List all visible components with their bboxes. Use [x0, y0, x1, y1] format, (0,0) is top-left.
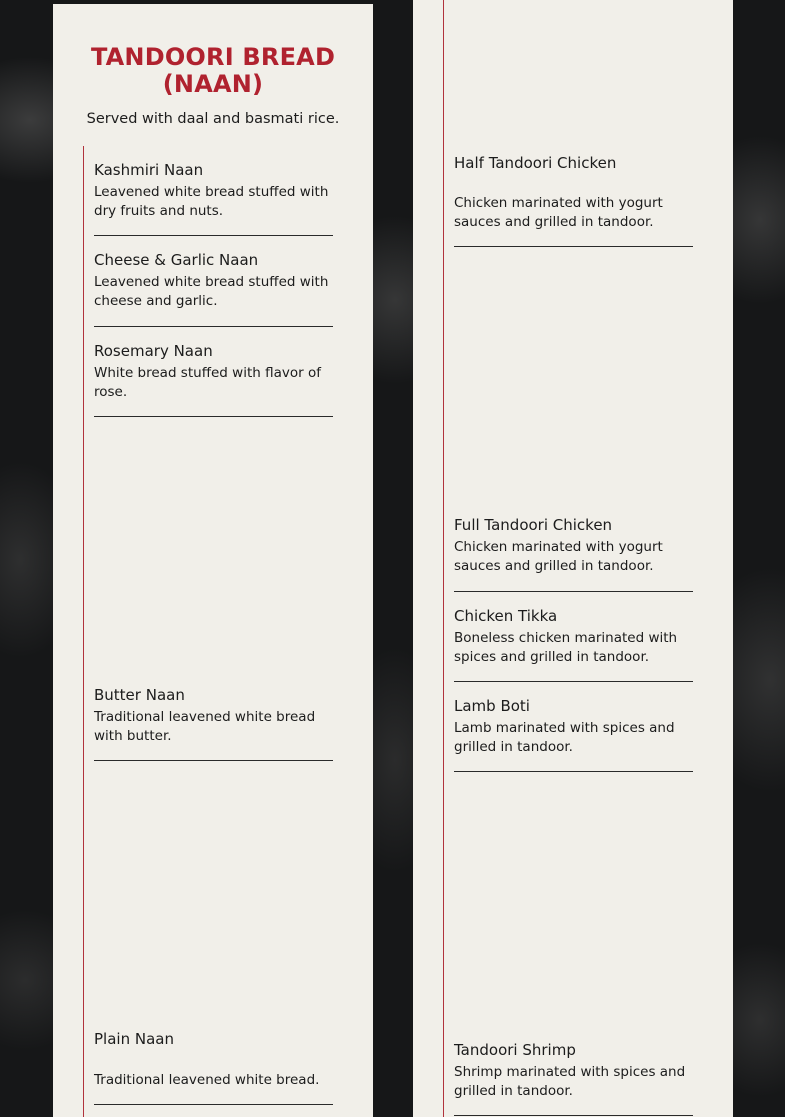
menu-item-name: Chicken Tikka: [454, 607, 558, 625]
accent-divider-line: [443, 0, 444, 1117]
menu-item-description: Chicken marinated with yogurt sauces and grilled in tandoor.: [454, 539, 663, 574]
menu-item-name: Rosemary Naan: [94, 342, 213, 360]
menu-item-description: Traditional leavened white bread with butter.: [94, 709, 316, 744]
menu-panel-naan: [53, 4, 373, 1117]
item-separator: [94, 760, 333, 761]
menu-item-name: Plain Naan: [94, 1030, 174, 1048]
menu-item-description: Boneless chicken marinated with spices and grilled in tandoor.: [454, 630, 678, 665]
menu-item-name: Cheese & Garlic Naan: [94, 251, 259, 269]
section-subtitle: Served with daal and basmati rice.: [86, 111, 340, 127]
menu-item-description: Leavened white bread stuffed with dry fruits and nuts.: [94, 184, 329, 219]
menu-item-cheese-garlic-naan[interactable]: [94, 251, 333, 311]
menu-item-chicken-tikka[interactable]: [454, 607, 693, 667]
section-title: TANDOORI BREAD (NAAN): [90, 43, 336, 98]
item-separator: [454, 681, 693, 682]
menu-item-name: Half Tandoori Chicken: [454, 154, 617, 172]
menu-item-name: Butter Naan: [94, 686, 185, 704]
menu-item-description: Leavened white bread stuffed with cheese and garlic.: [94, 274, 329, 309]
menu-item-butter-naan[interactable]: [94, 686, 333, 746]
menu-item-full-tandoori-chicken[interactable]: [454, 516, 693, 576]
menu-item-description: Lamb marinated with spices and grilled in tandoor.: [454, 720, 675, 755]
menu-item-tandoori-shrimp[interactable]: [454, 1041, 693, 1101]
item-separator: [94, 235, 333, 236]
menu-item-description: Shrimp marinated with spices and grilled in tandoor.: [454, 1064, 686, 1099]
item-separator: [94, 1104, 333, 1105]
menu-item-plain-naan[interactable]: [94, 1030, 333, 1090]
menu-item-name: Lamb Boti: [454, 697, 530, 715]
item-separator: [94, 326, 333, 327]
menu-item-name: Kashmiri Naan: [94, 161, 204, 179]
menu-item-name: Full Tandoori Chicken: [454, 516, 613, 534]
menu-item-description: White bread stuffed with flavor of rose.: [94, 365, 321, 400]
item-separator: [454, 591, 693, 592]
menu-panel-tandoori: [413, 0, 733, 1117]
item-separator: [454, 1115, 693, 1116]
menu-item-rosemary-naan[interactable]: [94, 342, 333, 402]
item-separator: [454, 246, 693, 247]
menu-item-description: Chicken marinated with yogurt sauces and grilled in tandoor.: [454, 195, 663, 230]
menu-item-name: Tandoori Shrimp: [454, 1041, 576, 1059]
item-separator: [454, 771, 693, 772]
menu-item-kashmiri-naan[interactable]: [94, 161, 333, 221]
menu-item-lamb-boti[interactable]: [454, 697, 693, 757]
accent-divider-line: [83, 146, 84, 1117]
menu-item-half-tandoori-chicken[interactable]: [454, 154, 693, 232]
item-separator: [94, 416, 333, 417]
menu-item-description: Traditional leavened white bread.: [94, 1072, 320, 1088]
